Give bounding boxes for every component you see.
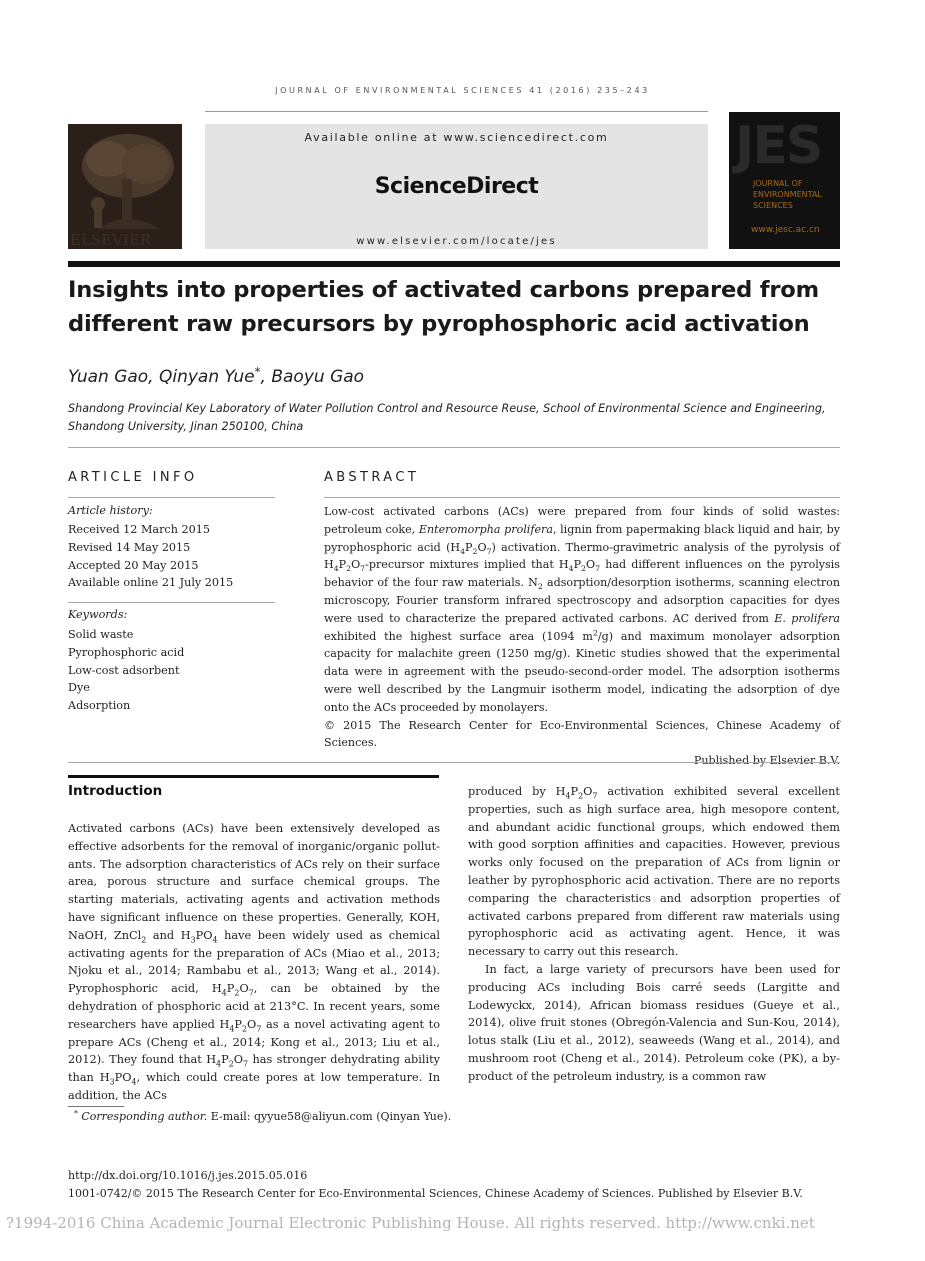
keywords-rule [68,602,275,603]
title-line-1: Insights into properties of activated carbons prepared from [68,277,819,303]
affiliation [68,400,840,436]
locate-url-link[interactable]: www.elsevier.com/locate/jes [356,236,557,247]
keyword-item: Low-cost adsorbent [68,663,180,677]
abstract-copyright: © 2015 The Research Center for Eco-Environmental Sciences, Chinese Academy of Sciences. [324,718,840,750]
abstract-publisher: Published by Elsevier B.V. [693,754,840,768]
doi-block [68,1167,803,1202]
introduction-rule [68,775,439,778]
title-top-rule [68,261,840,267]
abstract-rule [324,497,840,498]
intro-paragraph: Activated carbons (ACs) have been extensively developed as effective adsorbents for the removal of inorganic/organic pollut-ants. The adsorption characteristics of ACs rely on their surface area, porous structure and surface chemical groups. The starting materials, activating agents and activation methods have significant influence on these properties. Generally, KOH, NaOH, ZnCl$_2$ and $H_3PO_4$ have been widely used as chemical activating agents for the preparation of ACs (Miao et al., 2013; Njoku et al., 2014; Rambabu et al., 2013; Wang et al., 2014). Pyrophosphoric acid, $H_4P_2O_7$, can be obtained by the dehydration of phosphoric acid at 213°C. In recent years, some researchers have applied $H_4P_2O_7$ as a novel activating agent to prepare ACs (Cheng et al., 2014; Kong et al., 2013; Liu et al., 2012). They found that $H_4P_2O_7$ has stronger dehydrating ability than $H_3PO_4$, which could create pores at low temperature. In addition, the ACs [68,822,440,1102]
elsevier-logo[interactable] [68,124,182,249]
history-received: Received 12 March 2015 [68,523,210,536]
intro-paragraph: In fact, a large variety of precursors have been used for producing ACs including Bois carré seeds (Largitte and Lodewyckx, 2014), African biomass residues (Gueye et al., 2014), olive fruit stones (Obregón-Valencia and Sun-Kou, 2014), lotus stalk (Liu et al., 2012), seaweeds (Wang et al., 2014), and mushroom root (Cheng et al., 2014). Petroleum coke (PK), a by-product of the petroleum industry, is a common raw [468,962,840,1083]
abstract-heading: ABSTRACT [324,470,420,485]
header-rule [205,111,708,112]
footnote-rule [68,1106,124,1107]
intro-paragraph: produced by $H_4P_2O_7$ activation exhibited several excellent properties, such as high surface area, high mesopore content, and abundant acidic functional groups, which endowed them with good sorption affinities and capacities. However, previous works only focused on the preparation of ACs from lignin or leather by pyrophosphoric acid activation. There are no reports comparing the characteristics and adsorption properties of activated carbons prepared from different raw materials using pyrophosphoric acid as activating agent. Hence, it was necessary to carry out this research. [468,785,840,959]
jes-journal-name [753,178,839,211]
authors-text-2: , Baoyu Gao [260,367,365,387]
article-info-heading: ARTICLE INFO [68,470,198,485]
affiliation-line-1: Shandong Provincial Key Laboratory of Water Pollution Control and Resource Reuse, School of Environmental Science and Engineering, [68,402,826,415]
jes-url-link[interactable]: www.jesc.ac.cn [751,225,820,235]
sciencedirect-wordmark[interactable]: ScienceDirect [374,174,539,199]
history-available-online: Available online 21 July 2015 [68,576,234,590]
jes-logo-letters: JES [735,116,822,176]
abstract-body [324,503,840,770]
abstract-text: Low-cost activated carbons (ACs) were prepared from four kinds of solid wastes: petroleum coke, Enteromorpha prolifera, lignin from papermaking black liquid and hair, by pyrophosphoric acid $(H_4P_2O_7)$ activation. Thermo-gravimetric analysis of the pyrolysis of $H_4P_2O_7$-precursor mixtures implied that $H_4P_2O_7$ had different influences on the pyrolysis behavior of the four raw materials. $N_2$ adsorption/desorption isotherms, scanning electron microscopy, Fourier transform infrared spectroscopy and adsorption capacities for dyes were used to characterize the prepared activated carbons. AC derived from E. prolifera exhibited the highest surface area (1094 $m^2/g$) and maximum monolayer adsorption capacity for malachite green (1250 mg/g). Kinetic studies showed that the experimental data were in agreement with the pseudo-second-order model. The adsorption isotherms were well described by the Langmuir isotherm model, indicating the adsorption of dye onto the ACs proceeded by monolayers. [324,505,841,714]
article-history-label: Article history: [68,504,153,517]
elsevier-wordmark: ELSEVIER [70,231,152,249]
author-list [68,364,365,387]
abstract-bottom-rule [68,762,840,763]
sciencedirect-banner [205,124,708,249]
journal-citation-line: JOURNAL OF ENVIRONMENTAL SCIENCES 41 (2016) 235–243 [275,86,650,95]
available-online-text: Available online at www.sciencedirect.com [304,131,609,144]
history-accepted: Accepted 20 May 2015 [68,558,199,572]
article-history-list [68,521,233,592]
keyword-item: Adsorption [68,699,131,713]
authors-text-1: Yuan Gao, Qinyan Yue [68,367,255,387]
cnki-watermark: ?1994-2016 China Academic Journal Electronic Publishing House. All rights reserved. http://www.cnki.net [6,1214,815,1232]
intro-right-column [468,783,840,1086]
keywords-list [68,626,184,715]
issn-copyright: 1001-0742/© 2015 The Research Center for Eco-Environmental Sciences, Chinese Academy of Sciences. Published by Elsevier B.V. [68,1186,803,1200]
affiliation-line-2: Shandong University, Jinan 250100, China [68,420,304,433]
jes-name-line-1: JOURNAL OF [753,179,803,188]
article-info-rule [68,497,275,498]
keywords-label: Keywords: [68,608,128,621]
keyword-item: Dye [68,681,90,695]
jes-journal-cover[interactable] [729,112,840,249]
doi-link[interactable]: http://dx.doi.org/10.1016/j.jes.2015.05.016 [68,1169,308,1182]
keyword-item: Pyrophosphoric acid [68,645,185,659]
title-line-2: different raw precursors by pyrophosphoric acid activation [68,311,810,337]
info-top-rule [68,447,840,448]
jes-name-line-3: SCIENCES [753,201,793,210]
corresponding-author-footnote: * Corresponding author. E-mail: qyyue58@aliyun.com (Qinyan Yue). [74,1108,452,1123]
introduction-heading: Introduction [68,783,163,799]
keyword-item: Solid waste [68,628,134,641]
corresponding-author-star[interactable]: * [254,364,261,379]
history-revised: Revised 14 May 2015 [68,540,191,554]
intro-left-column [68,820,440,1105]
jes-name-line-2: ENVIRONMENTAL [753,190,822,199]
article-title [68,273,848,341]
